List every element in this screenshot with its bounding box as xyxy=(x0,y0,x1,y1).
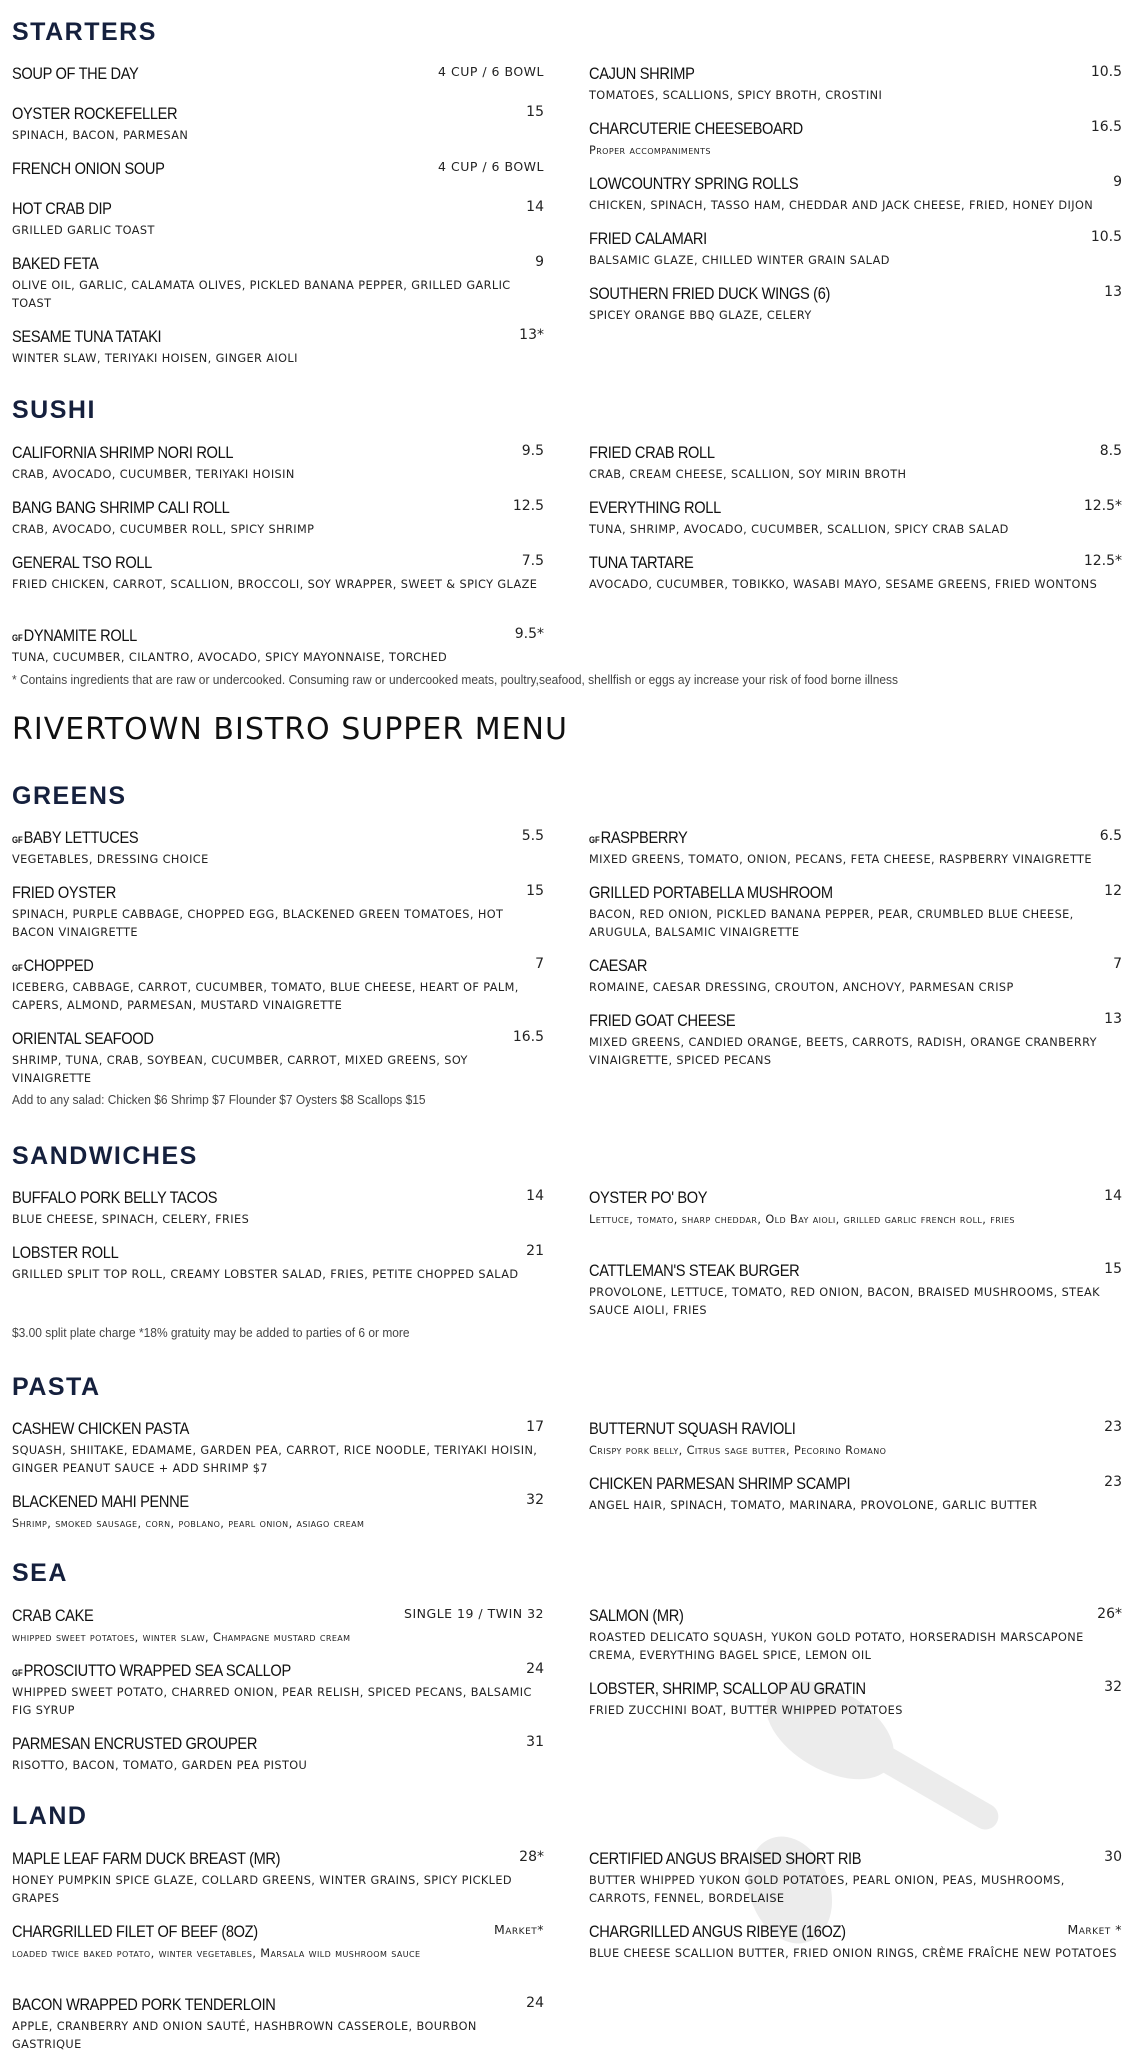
menu-item xyxy=(12,254,544,313)
item-price: 10.5 xyxy=(1090,229,1122,245)
item-description: ROASTED DELICATO SQUASH, YUKON GOLD POTATO, HORSERADISH MARSCAPONE CREMA, EVERYTHING BAGEL SPICE, LEMON OIL xyxy=(589,1631,1084,1662)
item-description: SPICEY ORANGE BBQ GLAZE, CELERY xyxy=(589,309,812,322)
item-price: 26* xyxy=(1097,1606,1122,1622)
item-price: 7 xyxy=(1113,956,1122,972)
item-name xyxy=(12,1661,291,1681)
item-name: CRAB CAKE xyxy=(12,1606,94,1625)
item-name-text: PROSCIUTTO WRAPPED SEA SCALLOP xyxy=(23,1661,291,1680)
item-price: 14 xyxy=(1104,1188,1122,1204)
item-price: 4 CUP / 6 BOWL xyxy=(438,64,544,79)
item-description: VEGETABLES, DRESSING CHOICE xyxy=(12,853,209,866)
menu-item xyxy=(589,553,1122,594)
menu-item xyxy=(589,1606,1122,1665)
section-title-sea: SEA xyxy=(12,1559,68,1587)
item-name: BUTTERNUT SQUASH RAVIOLI xyxy=(589,1419,796,1438)
gluten-free-mark: GF xyxy=(12,963,23,973)
item-description: BACON, RED ONION, PICKLED BANANA PEPPER, PEAR, CRUMBLED BLUE CHEESE, ARUGULA, BALSAMIC VINAIGRETTE xyxy=(589,908,1074,939)
item-price: 23 xyxy=(1104,1474,1122,1490)
item-price: 32 xyxy=(526,1492,544,1508)
item-price: 24 xyxy=(526,1995,544,2011)
item-price: 12.5* xyxy=(1083,498,1122,514)
raw-food-disclaimer: * Contains ingredients that are raw or undercooked. Consuming raw or undercooked meats, poultry,seafood, shellfish or eggs ay increase your risk of food borne illness xyxy=(12,672,898,687)
item-price: 13* xyxy=(519,327,544,343)
item-description: Proper accompaniments xyxy=(589,144,711,157)
item-price: 9.5* xyxy=(514,626,544,642)
item-name: FRIED CRAB ROLL xyxy=(589,443,715,462)
menu-item xyxy=(12,1492,544,1533)
gluten-free-mark: GF xyxy=(589,835,600,845)
item-name: FRIED OYSTER xyxy=(12,883,116,902)
item-price: 10.5 xyxy=(1090,64,1122,80)
menu-item xyxy=(589,828,1122,869)
item-name: OYSTER PO' BOY xyxy=(589,1188,708,1207)
item-price: 7 xyxy=(535,956,544,972)
item-name: ORIENTAL SEAFOOD xyxy=(12,1029,154,1048)
item-name: BAKED FETA xyxy=(12,254,99,273)
item-description: TOMATOES, SCALLIONS, SPICY BROTH, CROSTINI xyxy=(589,89,883,102)
item-name: SESAME TUNA TATAKI xyxy=(12,327,162,346)
item-price: 31 xyxy=(526,1734,544,1750)
menu-item xyxy=(12,828,544,869)
item-name: CAJUN SHRIMP xyxy=(589,64,695,83)
item-price: 14 xyxy=(526,1188,544,1204)
item-price: 24 xyxy=(526,1661,544,1677)
menu-item xyxy=(589,1679,1122,1720)
item-description: WINTER SLAW, TERIYAKI HOISEN, GINGER AIOLI xyxy=(12,352,298,365)
item-description: MIXED GREENS, TOMATO, ONION, PECANS, FETA CHEESE, RASPBERRY VINAIGRETTE xyxy=(589,853,1092,866)
item-price: 30 xyxy=(1104,1849,1122,1865)
item-name: HOT CRAB DIP xyxy=(12,199,112,218)
menu-item xyxy=(12,626,544,667)
section-title-greens: GREENS xyxy=(12,782,127,810)
menu-item xyxy=(12,1419,544,1478)
menu-item xyxy=(12,498,544,539)
item-description: ICEBERG, CABBAGE, CARROT, CUCUMBER, TOMATO, BLUE CHEESE, HEART OF PALM, CAPERS, ALMOND, PARMESAN, MUSTARD VINAIGRETTE xyxy=(12,981,519,1012)
item-name: SOUP OF THE DAY xyxy=(12,64,139,83)
item-description: TUNA, CUCUMBER, CILANTRO, AVOCADO, SPICY MAYONNAISE, TORCHED xyxy=(12,651,448,664)
menu-title: RIVERTOWN BISTRO SUPPER MENU xyxy=(12,712,568,747)
menu-item xyxy=(589,229,1122,270)
item-description: CRAB, AVOCADO, CUCUMBER ROLL, SPICY SHRIMP xyxy=(12,523,315,536)
item-name: SALMON (MR) xyxy=(589,1606,684,1625)
item-description: Crispy pork belly, Citrus sage butter, Pecorino Romano xyxy=(589,1444,887,1457)
menu-item xyxy=(589,284,1122,325)
item-price: 15 xyxy=(526,883,544,899)
item-description: SQUASH, SHIITAKE, EDAMAME, GARDEN PEA, CARROT, RICE NOODLE, TERIYAKI HOISIN, GINGER PEANUT SAUCE + ADD SHRIMP $7 xyxy=(12,1444,538,1475)
section-title-sandwiches: SANDWICHES xyxy=(12,1142,198,1170)
item-name: CATTLEMAN'S STEAK BURGER xyxy=(589,1261,800,1280)
item-name-text: DYNAMITE ROLL xyxy=(23,626,137,645)
menu-item xyxy=(12,1849,544,1908)
item-description: loaded twice baked potato, winter vegetables, Marsala wild mushroom sauce xyxy=(12,1947,421,1960)
item-name: CHARCUTERIE CHEESEBOARD xyxy=(589,119,803,138)
item-price: 14 xyxy=(526,199,544,215)
item-price: 12.5 xyxy=(512,498,544,514)
item-description: APPLE, CRANBERRY AND ONION SAUTÉ, HASHBROWN CASSEROLE, BOURBON GASTRIQUE xyxy=(12,2020,477,2051)
item-name: LOWCOUNTRY SPRING ROLLS xyxy=(589,174,799,193)
menu-item xyxy=(589,883,1122,942)
menu-item xyxy=(12,1661,544,1720)
menu-item xyxy=(589,1419,1122,1460)
item-name xyxy=(12,956,94,976)
item-description: ANGEL HAIR, SPINACH, TOMATO, MARINARA, PROVOLONE, GARLIC BUTTER xyxy=(589,1499,1038,1512)
item-price: 8.5 xyxy=(1099,443,1122,459)
item-name: CHICKEN PARMESAN SHRIMP SCAMPI xyxy=(589,1474,851,1493)
menu-item xyxy=(12,883,544,942)
menu-item xyxy=(589,1261,1122,1320)
menu-item xyxy=(589,498,1122,539)
item-price: 15 xyxy=(1104,1261,1122,1277)
item-description: FRIED CHICKEN, CARROT, SCALLION, BROCCOLI, SOY WRAPPER, SWEET & SPICY GLAZE xyxy=(12,578,538,591)
gluten-free-mark: GF xyxy=(12,633,23,643)
menu-item xyxy=(12,443,544,484)
item-name xyxy=(12,828,138,848)
item-description: AVOCADO, CUCUMBER, TOBIKKO, WASABI MAYO, SESAME GREENS, FRIED WONTONS xyxy=(589,578,1098,591)
menu-item xyxy=(12,553,544,594)
item-price: Market* xyxy=(493,1922,544,1937)
item-description: GRILLED SPLIT TOP ROLL, CREAMY LOBSTER SALAD, FRIES, PETITE CHOPPED SALAD xyxy=(12,1268,519,1281)
menu-item xyxy=(589,119,1122,160)
item-price: 7.5 xyxy=(521,553,544,569)
item-name: CASHEW CHICKEN PASTA xyxy=(12,1419,189,1438)
item-name: LOBSTER, SHRIMP, SCALLOP AU GRATIN xyxy=(589,1679,866,1698)
item-name: PARMESAN ENCRUSTED GROUPER xyxy=(12,1734,258,1753)
section-title-starters: STARTERS xyxy=(12,18,157,46)
item-description: FRIED ZUCCHINI BOAT, BUTTER WHIPPED POTATOES xyxy=(589,1704,903,1717)
item-description: TUNA, SHRIMP, AVOCADO, CUCUMBER, SCALLION, SPICY CRAB SALAD xyxy=(589,523,1009,536)
item-name: SOUTHERN FRIED DUCK WINGS (6) xyxy=(589,284,831,303)
menu-item xyxy=(589,174,1122,215)
item-description: whipped sweet potatoes, winter slaw, Champagne mustard cream xyxy=(12,1631,351,1644)
item-price: 12 xyxy=(1104,883,1122,899)
item-name: CHARGRILLED ANGUS RIBEYE (16OZ) xyxy=(589,1922,846,1941)
item-description: SPINACH, PURPLE CABBAGE, CHOPPED EGG, BLACKENED GREEN TOMATOES, HOT BACON VINAIGRETTE xyxy=(12,908,504,939)
item-price: 28* xyxy=(519,1849,544,1865)
item-name: FRENCH ONION SOUP xyxy=(12,159,165,178)
item-price: Market * xyxy=(1067,1922,1122,1937)
item-name: TUNA TARTARE xyxy=(589,553,694,572)
item-name: BACON WRAPPED PORK TENDERLOIN xyxy=(12,1995,276,2014)
item-price: 9 xyxy=(1113,174,1122,190)
section-title-land: LAND xyxy=(12,1802,88,1830)
menu-item xyxy=(12,1243,544,1284)
item-name xyxy=(12,626,137,646)
item-price: 21 xyxy=(526,1243,544,1259)
item-name xyxy=(589,828,687,848)
menu-item xyxy=(12,1734,544,1775)
gluten-free-mark: GF xyxy=(12,1668,23,1678)
item-name: LOBSTER ROLL xyxy=(12,1243,119,1262)
item-description: SPINACH, BACON, PARMESAN xyxy=(12,129,189,142)
item-description: ROMAINE, CAESAR DRESSING, CROUTON, ANCHOVY, PARMESAN CRISP xyxy=(589,981,1014,994)
item-price: 4 CUP / 6 BOWL xyxy=(438,159,544,174)
item-description: BLUE CHEESE SCALLION BUTTER, FRIED ONION RINGS, CRÈME FRAÎCHE NEW POTATOES xyxy=(589,1947,1117,1960)
menu-item xyxy=(589,443,1122,484)
item-description: HONEY PUMPKIN SPICE GLAZE, COLLARD GREENS, WINTER GRAINS, SPICY PICKLED GRAPES xyxy=(12,1874,512,1905)
item-description: WHIPPED SWEET POTATO, CHARRED ONION, PEAR RELISH, SPICED PECANS, BALSAMIC FIG SYRUP xyxy=(12,1686,532,1717)
item-name-text: BABY LETTUCES xyxy=(23,828,139,847)
menu-item xyxy=(12,327,544,368)
item-price: 15 xyxy=(526,104,544,120)
item-name-text: RASPBERRY xyxy=(600,828,688,847)
menu-item xyxy=(12,1029,544,1088)
item-price: 17 xyxy=(526,1419,544,1435)
item-name: CHARGRILLED FILET OF BEEF (8OZ) xyxy=(12,1922,258,1941)
item-price: 5.5 xyxy=(521,828,544,844)
item-name: FRIED CALAMARI xyxy=(589,229,707,248)
item-name: BANG BANG SHRIMP CALI ROLL xyxy=(12,498,230,517)
item-description: RISOTTO, BACON, TOMATO, GARDEN PEA PISTOU xyxy=(12,1759,308,1772)
salad-addons-note: Add to any salad: Chicken $6 Shrimp $7 Flounder $7 Oysters $8 Scallops $15 xyxy=(12,1092,426,1107)
item-name: BUFFALO PORK BELLY TACOS xyxy=(12,1188,218,1207)
menu-item xyxy=(589,1849,1122,1908)
item-name: CALIFORNIA SHRIMP NORI ROLL xyxy=(12,443,234,462)
item-description: OLIVE OIL, GARLIC, CALAMATA OLIVES, PICKLED BANANA PEPPER, GRILLED GARLIC TOAST xyxy=(12,279,511,310)
item-price: 9.5 xyxy=(521,443,544,459)
item-description: Lettuce, tomato, sharp cheddar, Old Bay aioli, grilled garlic french roll, fries xyxy=(589,1213,1015,1226)
item-price: SINGLE 19 / TWIN 32 xyxy=(404,1606,544,1621)
item-price: 9 xyxy=(535,254,544,270)
item-name-text: CHOPPED xyxy=(23,956,94,975)
item-name: MAPLE LEAF FARM DUCK BREAST (MR) xyxy=(12,1849,281,1868)
split-plate-note: $3.00 split plate charge *18% gratuity may be added to parties of 6 or more xyxy=(12,1325,410,1340)
item-description: SHRIMP, TUNA, CRAB, SOYBEAN, CUCUMBER, CARROT, MIXED GREENS, SOY VINAIGRETTE xyxy=(12,1054,468,1085)
item-price: 6.5 xyxy=(1099,828,1122,844)
item-description: PROVOLONE, LETTUCE, TOMATO, RED ONION, BACON, BRAISED MUSHROOMS, STEAK SAUCE AIOLI, FRIES xyxy=(589,1286,1100,1317)
gluten-free-mark: GF xyxy=(12,835,23,845)
item-description: Shrimp, smoked sausage, corn, poblano, pearl onion, asiago cream xyxy=(12,1517,365,1530)
menu-item xyxy=(589,1011,1122,1070)
menu-item xyxy=(12,64,544,86)
item-name: CERTIFIED ANGUS BRAISED SHORT RIB xyxy=(589,1849,862,1868)
item-name: GRILLED PORTABELLA MUSHROOM xyxy=(589,883,833,902)
menu-item xyxy=(589,64,1122,105)
menu-item xyxy=(12,159,544,181)
menu-item xyxy=(12,1922,544,1963)
item-name: OYSTER ROCKEFELLER xyxy=(12,104,178,123)
section-title-sushi: SUSHI xyxy=(12,396,96,424)
item-price: 16.5 xyxy=(1090,119,1122,135)
section-title-pasta: PASTA xyxy=(12,1373,101,1401)
item-description: GRILLED GARLIC TOAST xyxy=(12,224,155,237)
item-description: BLUE CHEESE, SPINACH, CELERY, FRIES xyxy=(12,1213,250,1226)
item-price: 12.5* xyxy=(1083,553,1122,569)
item-price: 13 xyxy=(1104,284,1122,300)
item-price: 32 xyxy=(1104,1679,1122,1695)
item-name: BLACKENED MAHI PENNE xyxy=(12,1492,189,1511)
item-price: 16.5 xyxy=(512,1029,544,1045)
menu-item xyxy=(589,1474,1122,1515)
menu-item xyxy=(12,104,544,145)
menu-item xyxy=(12,1995,544,2054)
menu-item xyxy=(12,956,544,1015)
menu-item xyxy=(589,1188,1122,1229)
item-price: 23 xyxy=(1104,1419,1122,1435)
item-description: CRAB, AVOCADO, CUCUMBER, TERIYAKI HOISIN xyxy=(12,468,295,481)
menu-item xyxy=(12,199,544,240)
item-description: CHICKEN, SPINACH, TASSO HAM, CHEDDAR AND JACK CHEESE, FRIED, HONEY DIJON xyxy=(589,199,1094,212)
item-description: BUTTER WHIPPED YUKON GOLD POTATOES, PEARL ONION, PEAS, MUSHROOMS, CARROTS, FENNEL, BORDELAISE xyxy=(589,1874,1065,1905)
menu-item xyxy=(589,956,1122,997)
menu-item xyxy=(589,1922,1122,1963)
menu-item xyxy=(12,1606,544,1647)
item-description: BALSAMIC GLAZE, CHILLED WINTER GRAIN SALAD xyxy=(589,254,890,267)
item-price: 13 xyxy=(1104,1011,1122,1027)
item-name: CAESAR xyxy=(589,956,648,975)
item-name: FRIED GOAT CHEESE xyxy=(589,1011,736,1030)
item-name: EVERYTHING ROLL xyxy=(589,498,721,517)
item-name: GENERAL TSO ROLL xyxy=(12,553,152,572)
item-description: MIXED GREENS, CANDIED ORANGE, BEETS, CARROTS, RADISH, ORANGE CRANBERRY VINAIGRETTE, SPICED PECANS xyxy=(589,1036,1097,1067)
menu-item xyxy=(12,1188,544,1229)
item-description: CRAB, CREAM CHEESE, SCALLION, SOY MIRIN BROTH xyxy=(589,468,907,481)
